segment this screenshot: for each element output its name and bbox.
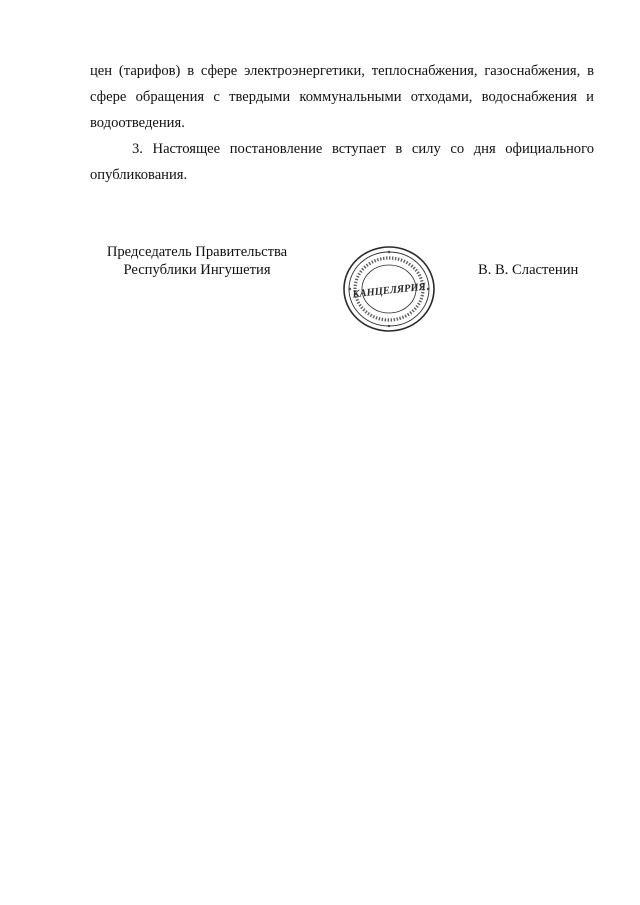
document-body (90, 58, 594, 188)
stamp-center-text: КАНЦЕЛЯРИЯ (351, 281, 427, 301)
signatory-position-line-2: Республики Ингушетия (123, 262, 271, 278)
signatory-name: В. В. Сластенин (478, 262, 579, 278)
stamp-seal-icon (340, 243, 438, 335)
signatory-position-line-1: Председатель Правительства (106, 244, 288, 260)
official-stamp (340, 243, 438, 335)
paragraph-continuation: цен (тарифов) в сфере электроэнергетики, теплоснабжения, газоснабжения, в сфере обращения с твердыми коммунальными отходами, водоснабжения и водоотведения. (90, 63, 594, 131)
paragraph-item-3: 3. Настоящее постановление вступает в силу со дня официального опубликования. (90, 141, 594, 183)
signatory-position (100, 243, 294, 279)
